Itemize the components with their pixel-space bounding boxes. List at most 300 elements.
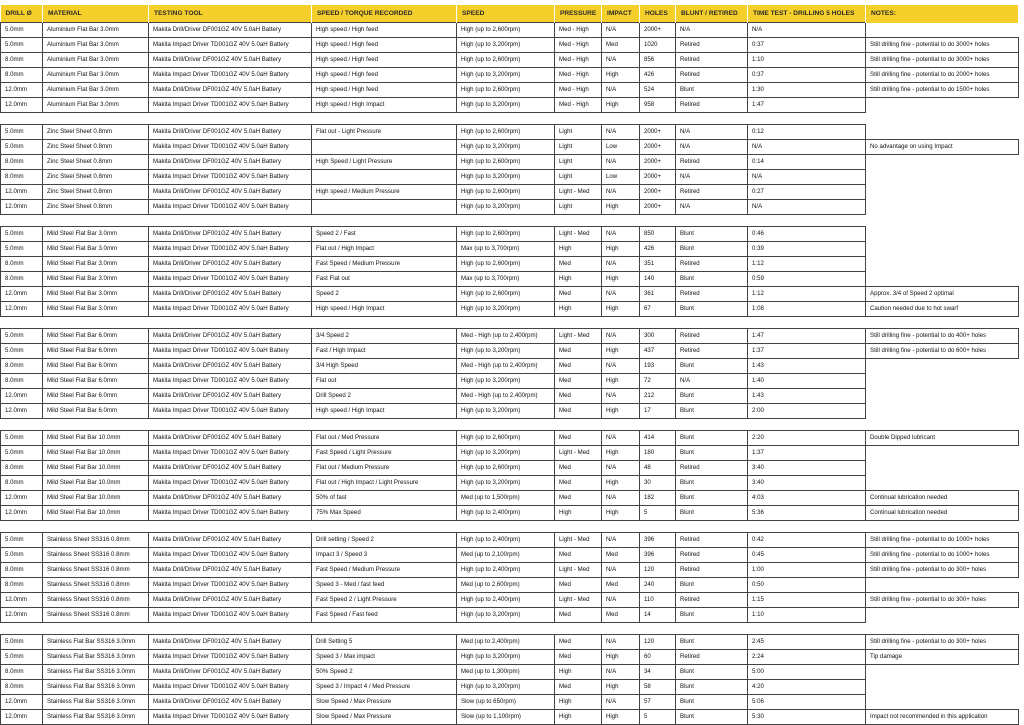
cell-speed-torque: Fast / High Impact bbox=[312, 344, 457, 359]
cell-time-test: 1:12 bbox=[748, 287, 866, 302]
cell-time-test: 1:43 bbox=[748, 359, 866, 374]
cell-testing-tool: Makita Drill/Driver DF001GZ 40V 5.0aH Battery bbox=[149, 461, 312, 476]
cell-holes: 60 bbox=[640, 650, 676, 665]
cell-drill-size: 5.0mm bbox=[1, 38, 43, 53]
cell-drill-size: 8.0mm bbox=[1, 257, 43, 272]
cell-speed: High (up to 3,200rpm) bbox=[457, 680, 555, 695]
table-row bbox=[1, 227, 1019, 242]
cell-speed: High (up to 3,200rpm) bbox=[457, 404, 555, 419]
cell-notes bbox=[866, 389, 1019, 404]
cell-speed-torque: Drill Setting 5 bbox=[312, 635, 457, 650]
column-header-material: MATERIAL bbox=[43, 5, 149, 23]
cell-drill-size: 5.0mm bbox=[1, 446, 43, 461]
cell-holes: 856 bbox=[640, 53, 676, 68]
cell-pressure: Med bbox=[555, 461, 602, 476]
table-row bbox=[1, 98, 1019, 113]
cell-material: Mild Steel Flat Bar 10.0mm bbox=[43, 461, 149, 476]
cell-pressure: Med bbox=[555, 680, 602, 695]
cell-pressure: Light bbox=[555, 155, 602, 170]
cell-notes bbox=[866, 578, 1019, 593]
cell-notes: Approx. 3/4 of Speed 2 optimal bbox=[866, 287, 1019, 302]
cell-blunt-retired: Retired bbox=[676, 155, 748, 170]
cell-notes: Still drilling fine - potential to do 600+ holes bbox=[866, 344, 1019, 359]
cell-impact: N/A bbox=[602, 431, 640, 446]
table-row bbox=[1, 710, 1019, 725]
cell-testing-tool: Makita Impact Driver TD001GZ 40V 5.0aH Battery bbox=[149, 242, 312, 257]
cell-impact: N/A bbox=[602, 185, 640, 200]
cell-testing-tool: Makita Impact Driver TD001GZ 40V 5.0aH Battery bbox=[149, 650, 312, 665]
cell-blunt-retired: Blunt bbox=[676, 359, 748, 374]
cell-pressure: Light - Med bbox=[555, 446, 602, 461]
cell-holes: 2000+ bbox=[640, 170, 676, 185]
cell-blunt-retired: Blunt bbox=[676, 710, 748, 725]
table-row bbox=[1, 650, 1019, 665]
cell-drill-size: 5.0mm bbox=[1, 125, 43, 140]
table-row bbox=[1, 242, 1019, 257]
cell-impact: High bbox=[602, 404, 640, 419]
cell-notes bbox=[866, 272, 1019, 287]
cell-notes: Continual lubrication needed bbox=[866, 491, 1019, 506]
cell-impact: N/A bbox=[602, 125, 640, 140]
cell-notes: Still drilling fine - potential to do 1500+ holes bbox=[866, 83, 1019, 98]
cell-blunt-retired: Blunt bbox=[676, 506, 748, 521]
cell-holes: 30 bbox=[640, 476, 676, 491]
cell-pressure: High bbox=[555, 242, 602, 257]
cell-pressure: Light - Med bbox=[555, 593, 602, 608]
cell-speed-torque: High speed / High feed bbox=[312, 38, 457, 53]
cell-blunt-retired: Blunt bbox=[676, 404, 748, 419]
spacer-cell bbox=[1, 521, 1019, 533]
cell-material: Zinc Steel Sheet 0.8mm bbox=[43, 200, 149, 215]
cell-testing-tool: Makita Drill/Driver DF001GZ 40V 5.0aH Battery bbox=[149, 665, 312, 680]
cell-holes: 14 bbox=[640, 608, 676, 623]
cell-pressure: Light bbox=[555, 200, 602, 215]
cell-material: Stainless Sheet SS316 0.8mm bbox=[43, 548, 149, 563]
table-row bbox=[1, 185, 1019, 200]
cell-holes: 2000+ bbox=[640, 23, 676, 38]
cell-testing-tool: Makita Impact Driver TD001GZ 40V 5.0aH Battery bbox=[149, 38, 312, 53]
table-row bbox=[1, 200, 1019, 215]
cell-pressure: Light - Med bbox=[555, 533, 602, 548]
cell-notes bbox=[866, 404, 1019, 419]
cell-pressure: Med bbox=[555, 344, 602, 359]
cell-time-test: 0:39 bbox=[748, 242, 866, 257]
cell-material: Stainless Flat Bar SS316 3.0mm bbox=[43, 710, 149, 725]
cell-testing-tool: Makita Impact Driver TD001GZ 40V 5.0aH Battery bbox=[149, 98, 312, 113]
cell-impact: High bbox=[602, 200, 640, 215]
cell-time-test: 1:40 bbox=[748, 374, 866, 389]
cell-drill-size: 12.0mm bbox=[1, 98, 43, 113]
cell-speed: Med - High (up to 2,400rpm) bbox=[457, 359, 555, 374]
table-row bbox=[1, 563, 1019, 578]
cell-impact: N/A bbox=[602, 83, 640, 98]
table-row bbox=[1, 404, 1019, 419]
cell-testing-tool: Makita Drill/Driver DF001GZ 40V 5.0aH Battery bbox=[149, 53, 312, 68]
cell-speed-torque: Fast Speed / Medium Pressure bbox=[312, 257, 457, 272]
cell-testing-tool: Makita Drill/Driver DF001GZ 40V 5.0aH Battery bbox=[149, 83, 312, 98]
cell-time-test: 0:46 bbox=[748, 227, 866, 242]
table-row bbox=[1, 140, 1019, 155]
cell-testing-tool: Makita Impact Driver TD001GZ 40V 5.0aH Battery bbox=[149, 506, 312, 521]
cell-speed: High (up to 2,400rpm) bbox=[457, 533, 555, 548]
table-row bbox=[1, 170, 1019, 185]
cell-drill-size: 12.0mm bbox=[1, 83, 43, 98]
cell-time-test: 1:15 bbox=[748, 593, 866, 608]
cell-drill-size: 5.0mm bbox=[1, 650, 43, 665]
cell-holes: 212 bbox=[640, 389, 676, 404]
table-row bbox=[1, 533, 1019, 548]
cell-time-test: 0:14 bbox=[748, 155, 866, 170]
cell-speed-torque: 75% Max Speed bbox=[312, 506, 457, 521]
cell-pressure: Med bbox=[555, 374, 602, 389]
cell-blunt-retired: Blunt bbox=[676, 302, 748, 317]
cell-pressure: Med - High bbox=[555, 83, 602, 98]
column-header-time-test: TIME TEST - DRILLING 5 HOLES bbox=[748, 5, 866, 23]
cell-notes bbox=[866, 257, 1019, 272]
cell-pressure: Light - Med bbox=[555, 185, 602, 200]
cell-blunt-retired: Retired bbox=[676, 287, 748, 302]
cell-testing-tool: Makita Drill/Driver DF001GZ 40V 5.0aH Battery bbox=[149, 491, 312, 506]
cell-speed-torque: High speed / High feed bbox=[312, 68, 457, 83]
cell-material: Stainless Flat Bar SS316 3.0mm bbox=[43, 650, 149, 665]
column-header-notes: NOTES: bbox=[866, 5, 1019, 23]
cell-material: Mild Steel Flat Bar 10.0mm bbox=[43, 446, 149, 461]
cell-material: Mild Steel Flat Bar 3.0mm bbox=[43, 302, 149, 317]
cell-notes: Still drilling fine - potential to do 1000+ holes bbox=[866, 533, 1019, 548]
cell-notes: Double Dipped lubricant bbox=[866, 431, 1019, 446]
cell-blunt-retired: Blunt bbox=[676, 578, 748, 593]
cell-speed: High (up to 2,400rpm) bbox=[457, 563, 555, 578]
cell-drill-size: 12.0mm bbox=[1, 608, 43, 623]
cell-speed-torque: Speed 2 bbox=[312, 287, 457, 302]
cell-testing-tool: Makita Drill/Driver DF001GZ 40V 5.0aH Battery bbox=[149, 329, 312, 344]
cell-drill-size: 12.0mm bbox=[1, 389, 43, 404]
cell-material: Stainless Flat Bar SS316 3.0mm bbox=[43, 665, 149, 680]
cell-pressure: Med bbox=[555, 608, 602, 623]
cell-blunt-retired: Retired bbox=[676, 563, 748, 578]
cell-speed-torque: Fast Flat out bbox=[312, 272, 457, 287]
cell-holes: 396 bbox=[640, 548, 676, 563]
cell-holes: 1020 bbox=[640, 38, 676, 53]
cell-testing-tool: Makita Drill/Driver DF001GZ 40V 5.0aH Battery bbox=[149, 431, 312, 446]
group-spacer bbox=[1, 623, 1019, 635]
cell-impact: High bbox=[602, 680, 640, 695]
cell-material: Zinc Steel Sheet 0.8mm bbox=[43, 155, 149, 170]
cell-time-test: 0:42 bbox=[748, 533, 866, 548]
cell-speed-torque: High speed / Medium Pressure bbox=[312, 185, 457, 200]
cell-testing-tool: Makita Drill/Driver DF001GZ 40V 5.0aH Battery bbox=[149, 227, 312, 242]
cell-speed-torque: Drill setting / Speed 2 bbox=[312, 533, 457, 548]
cell-testing-tool: Makita Impact Driver TD001GZ 40V 5.0aH Battery bbox=[149, 374, 312, 389]
spacer-cell bbox=[1, 317, 1019, 329]
cell-speed-torque bbox=[312, 170, 457, 185]
group-spacer bbox=[1, 113, 1019, 125]
cell-notes: Still drilling fine - potential to do 300+ holes bbox=[866, 563, 1019, 578]
cell-blunt-retired: Blunt bbox=[676, 491, 748, 506]
cell-speed: Med (up to 2,400rpm) bbox=[457, 635, 555, 650]
cell-impact: N/A bbox=[602, 155, 640, 170]
cell-speed: High (up to 3,200rpm) bbox=[457, 302, 555, 317]
cell-holes: 5 bbox=[640, 506, 676, 521]
cell-drill-size: 12.0mm bbox=[1, 593, 43, 608]
cell-drill-size: 8.0mm bbox=[1, 461, 43, 476]
cell-pressure: Med bbox=[555, 578, 602, 593]
cell-time-test: 5:06 bbox=[748, 695, 866, 710]
cell-speed: Med (up to 1,300rpm) bbox=[457, 665, 555, 680]
cell-drill-size: 8.0mm bbox=[1, 53, 43, 68]
cell-time-test: 2:20 bbox=[748, 431, 866, 446]
cell-material: Zinc Steel Sheet 0.8mm bbox=[43, 170, 149, 185]
cell-impact: N/A bbox=[602, 491, 640, 506]
cell-holes: 120 bbox=[640, 563, 676, 578]
cell-holes: 72 bbox=[640, 374, 676, 389]
cell-pressure: Med bbox=[555, 404, 602, 419]
cell-impact: N/A bbox=[602, 695, 640, 710]
table-row bbox=[1, 695, 1019, 710]
cell-pressure: Med - High bbox=[555, 23, 602, 38]
cell-speed: High (up to 2,600rpm) bbox=[457, 185, 555, 200]
cell-pressure: High bbox=[555, 710, 602, 725]
cell-speed: High (up to 2,600rpm) bbox=[457, 461, 555, 476]
cell-pressure: Med - High bbox=[555, 68, 602, 83]
cell-pressure: Med bbox=[555, 548, 602, 563]
cell-impact: High bbox=[602, 374, 640, 389]
cell-speed-torque: Speed 3 / Impact 4 / Med Pressure bbox=[312, 680, 457, 695]
cell-time-test: 0:50 bbox=[748, 578, 866, 593]
cell-impact: High bbox=[602, 98, 640, 113]
cell-pressure: Med - High bbox=[555, 98, 602, 113]
cell-time-test: 1:12 bbox=[748, 257, 866, 272]
cell-holes: 426 bbox=[640, 68, 676, 83]
cell-pressure: Med bbox=[555, 359, 602, 374]
cell-pressure: Med bbox=[555, 431, 602, 446]
cell-holes: 414 bbox=[640, 431, 676, 446]
cell-testing-tool: Makita Drill/Driver DF001GZ 40V 5.0aH Battery bbox=[149, 287, 312, 302]
table-row bbox=[1, 578, 1019, 593]
cell-holes: 180 bbox=[640, 446, 676, 461]
cell-drill-size: 12.0mm bbox=[1, 695, 43, 710]
cell-testing-tool: Makita Impact Driver TD001GZ 40V 5.0aH Battery bbox=[149, 68, 312, 83]
cell-holes: 140 bbox=[640, 272, 676, 287]
cell-notes: No advantage on using Impact bbox=[866, 140, 1019, 155]
spacer-cell bbox=[1, 419, 1019, 431]
cell-time-test: 0:12 bbox=[748, 125, 866, 140]
cell-material: Mild Steel Flat Bar 10.0mm bbox=[43, 491, 149, 506]
cell-speed: High (up to 2,600rpm) bbox=[457, 53, 555, 68]
cell-time-test: 4:20 bbox=[748, 680, 866, 695]
cell-speed-torque: High speed / High feed bbox=[312, 83, 457, 98]
cell-holes: 2000+ bbox=[640, 155, 676, 170]
cell-notes: Caution needed due to hot swarf bbox=[866, 302, 1019, 317]
cell-speed: High (up to 2,400rpm) bbox=[457, 593, 555, 608]
cell-material: Mild Steel Flat Bar 6.0mm bbox=[43, 374, 149, 389]
cell-material: Zinc Steel Sheet 0.8mm bbox=[43, 125, 149, 140]
cell-material: Stainless Sheet SS316 0.8mm bbox=[43, 533, 149, 548]
cell-material: Stainless Sheet SS316 0.8mm bbox=[43, 608, 149, 623]
cell-impact: N/A bbox=[602, 257, 640, 272]
cell-pressure: Med - High bbox=[555, 38, 602, 53]
cell-notes: Still drilling fine - potential to do 400+ holes bbox=[866, 329, 1019, 344]
table-row bbox=[1, 446, 1019, 461]
table-row bbox=[1, 476, 1019, 491]
cell-drill-size: 12.0mm bbox=[1, 200, 43, 215]
cell-blunt-retired: Retired bbox=[676, 461, 748, 476]
cell-speed-torque: Speed 3 - Med / fast feed bbox=[312, 578, 457, 593]
cell-testing-tool: Makita Drill/Driver DF001GZ 40V 5.0aH Battery bbox=[149, 185, 312, 200]
cell-holes: 240 bbox=[640, 578, 676, 593]
cell-material: Mild Steel Flat Bar 6.0mm bbox=[43, 389, 149, 404]
cell-material: Mild Steel Flat Bar 6.0mm bbox=[43, 329, 149, 344]
cell-testing-tool: Makita Drill/Driver DF001GZ 40V 5.0aH Battery bbox=[149, 635, 312, 650]
column-header-drill-size: DRILL Ø bbox=[1, 5, 43, 23]
cell-drill-size: 12.0mm bbox=[1, 491, 43, 506]
cell-holes: 361 bbox=[640, 287, 676, 302]
cell-speed: High (up to 2,600rpm) bbox=[457, 125, 555, 140]
cell-speed: High (up to 3,200rpm) bbox=[457, 200, 555, 215]
table-row bbox=[1, 548, 1019, 563]
cell-material: Aluminium Flat Bar 3.0mm bbox=[43, 68, 149, 83]
cell-notes: Impact not recommended in this application bbox=[866, 710, 1019, 725]
cell-speed: High (up to 2,600rpm) bbox=[457, 227, 555, 242]
cell-holes: 120 bbox=[640, 635, 676, 650]
cell-holes: 958 bbox=[640, 98, 676, 113]
cell-speed-torque: Flat out bbox=[312, 374, 457, 389]
cell-holes: 437 bbox=[640, 344, 676, 359]
cell-time-test: 1:10 bbox=[748, 608, 866, 623]
cell-time-test: 4:03 bbox=[748, 491, 866, 506]
table-row bbox=[1, 287, 1019, 302]
cell-speed: High (up to 2,600rpm) bbox=[457, 431, 555, 446]
table-row bbox=[1, 53, 1019, 68]
cell-blunt-retired: N/A bbox=[676, 23, 748, 38]
cell-time-test: N/A bbox=[748, 23, 866, 38]
cell-notes bbox=[866, 476, 1019, 491]
cell-testing-tool: Makita Drill/Driver DF001GZ 40V 5.0aH Battery bbox=[149, 533, 312, 548]
table-row bbox=[1, 344, 1019, 359]
cell-blunt-retired: N/A bbox=[676, 170, 748, 185]
cell-speed-torque: High speed / High Impact bbox=[312, 404, 457, 419]
cell-speed: High (up to 2,600rpm) bbox=[457, 23, 555, 38]
cell-material: Mild Steel Flat Bar 6.0mm bbox=[43, 404, 149, 419]
cell-holes: 850 bbox=[640, 227, 676, 242]
cell-notes bbox=[866, 461, 1019, 476]
table-row bbox=[1, 83, 1019, 98]
cell-time-test: 1:30 bbox=[748, 83, 866, 98]
cell-speed-torque: Slow Speed / Max Pressure bbox=[312, 695, 457, 710]
cell-speed: High (up to 2,600rpm) bbox=[457, 83, 555, 98]
cell-testing-tool: Makita Impact Driver TD001GZ 40V 5.0aH Battery bbox=[149, 200, 312, 215]
cell-pressure: Med bbox=[555, 491, 602, 506]
cell-drill-size: 12.0mm bbox=[1, 710, 43, 725]
column-header-holes: HOLES bbox=[640, 5, 676, 23]
cell-blunt-retired: Blunt bbox=[676, 227, 748, 242]
cell-time-test: 1:47 bbox=[748, 329, 866, 344]
cell-drill-size: 5.0mm bbox=[1, 227, 43, 242]
cell-testing-tool: Makita Impact Driver TD001GZ 40V 5.0aH Battery bbox=[149, 608, 312, 623]
cell-blunt-retired: Blunt bbox=[676, 476, 748, 491]
column-header-pressure: PRESSURE bbox=[555, 5, 602, 23]
cell-speed: High (up to 3,200rpm) bbox=[457, 344, 555, 359]
cell-pressure: High bbox=[555, 302, 602, 317]
cell-notes: Continual lubrication needed bbox=[866, 506, 1019, 521]
cell-impact: Med bbox=[602, 608, 640, 623]
cell-holes: 17 bbox=[640, 404, 676, 419]
cell-testing-tool: Makita Drill/Driver DF001GZ 40V 5.0aH Battery bbox=[149, 359, 312, 374]
cell-pressure: Med bbox=[555, 635, 602, 650]
cell-holes: 300 bbox=[640, 329, 676, 344]
column-header-testing-tool: TESTING TOOL bbox=[149, 5, 312, 23]
cell-time-test: 2:00 bbox=[748, 404, 866, 419]
cell-speed-torque: High speed / High feed bbox=[312, 23, 457, 38]
cell-blunt-retired: N/A bbox=[676, 140, 748, 155]
cell-speed: High (up to 3,200rpm) bbox=[457, 68, 555, 83]
cell-drill-size: 5.0mm bbox=[1, 23, 43, 38]
cell-material: Stainless Sheet SS316 0.8mm bbox=[43, 593, 149, 608]
cell-holes: 58 bbox=[640, 680, 676, 695]
cell-speed: High (up to 3,200rpm) bbox=[457, 650, 555, 665]
cell-material: Mild Steel Flat Bar 6.0mm bbox=[43, 359, 149, 374]
cell-speed: High (up to 3,200rpm) bbox=[457, 476, 555, 491]
cell-drill-size: 8.0mm bbox=[1, 170, 43, 185]
cell-testing-tool: Makita Impact Driver TD001GZ 40V 5.0aH Battery bbox=[149, 140, 312, 155]
cell-pressure: Med - High bbox=[555, 53, 602, 68]
cell-blunt-retired: Retired bbox=[676, 68, 748, 83]
cell-speed: High (up to 3,200rpm) bbox=[457, 608, 555, 623]
cell-testing-tool: Makita Impact Driver TD001GZ 40V 5.0aH Battery bbox=[149, 578, 312, 593]
cell-speed: Med - High (up to 2,400rpm) bbox=[457, 389, 555, 404]
cell-time-test: 0:27 bbox=[748, 185, 866, 200]
cell-pressure: High bbox=[555, 695, 602, 710]
cell-impact: Med bbox=[602, 38, 640, 53]
cell-blunt-retired: N/A bbox=[676, 200, 748, 215]
table-row bbox=[1, 23, 1019, 38]
cell-holes: 351 bbox=[640, 257, 676, 272]
table-row bbox=[1, 593, 1019, 608]
cell-speed: High (up to 2,400rpm) bbox=[457, 506, 555, 521]
cell-speed-torque: Flat out / High Impact bbox=[312, 242, 457, 257]
cell-testing-tool: Makita Impact Driver TD001GZ 40V 5.0aH Battery bbox=[149, 170, 312, 185]
cell-speed: High (up to 3,200rpm) bbox=[457, 140, 555, 155]
cell-drill-size: 5.0mm bbox=[1, 548, 43, 563]
cell-notes: Still drilling fine - potential to do 1000+ holes bbox=[866, 548, 1019, 563]
cell-material: Aluminium Flat Bar 3.0mm bbox=[43, 83, 149, 98]
cell-holes: 193 bbox=[640, 359, 676, 374]
cell-notes bbox=[866, 680, 1019, 695]
cell-material: Aluminium Flat Bar 3.0mm bbox=[43, 53, 149, 68]
cell-pressure: Light bbox=[555, 140, 602, 155]
cell-pressure: Med bbox=[555, 650, 602, 665]
cell-speed-torque: Flat out / High Impact / Light Pressure bbox=[312, 476, 457, 491]
cell-holes: 2000+ bbox=[640, 200, 676, 215]
cell-notes bbox=[866, 185, 1019, 200]
cell-speed-torque bbox=[312, 140, 457, 155]
cell-notes bbox=[866, 608, 1019, 623]
cell-drill-size: 5.0mm bbox=[1, 242, 43, 257]
cell-drill-size: 12.0mm bbox=[1, 185, 43, 200]
cell-speed: High (up to 3,200rpm) bbox=[457, 38, 555, 53]
cell-time-test: 1:37 bbox=[748, 344, 866, 359]
cell-impact: High bbox=[602, 272, 640, 287]
cell-speed-torque: Speed 2 / Fast bbox=[312, 227, 457, 242]
cell-blunt-retired: Retired bbox=[676, 38, 748, 53]
cell-material: Mild Steel Flat Bar 10.0mm bbox=[43, 431, 149, 446]
cell-blunt-retired: Retired bbox=[676, 185, 748, 200]
cell-drill-size: 8.0mm bbox=[1, 563, 43, 578]
cell-blunt-retired: Blunt bbox=[676, 431, 748, 446]
cell-notes: Still drilling fine - potential to do 3000+ holes bbox=[866, 38, 1019, 53]
cell-speed-torque: High speed / High Impact bbox=[312, 98, 457, 113]
cell-notes: Tip damage bbox=[866, 650, 1019, 665]
